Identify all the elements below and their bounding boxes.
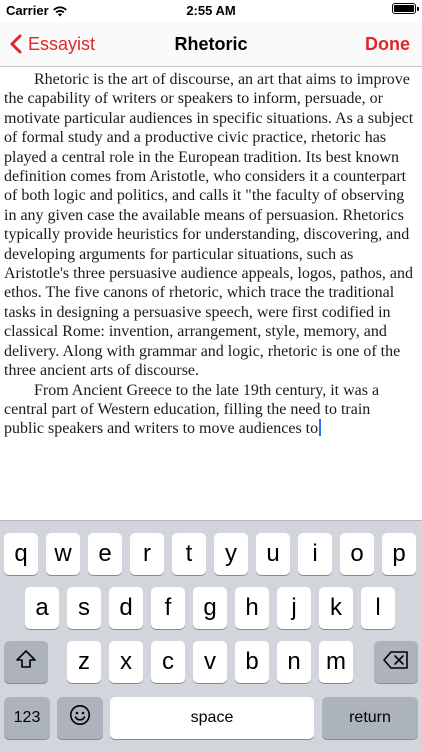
- numbers-key[interactable]: 123: [4, 697, 50, 739]
- space-key[interactable]: space: [110, 697, 314, 739]
- navigation-bar: [0, 22, 422, 67]
- battery-icon: [392, 3, 416, 14]
- keyboard: [0, 520, 422, 751]
- key-l[interactable]: l: [361, 587, 395, 629]
- key-y[interactable]: y: [214, 533, 248, 575]
- key-h[interactable]: h: [235, 587, 269, 629]
- key-q[interactable]: q: [4, 533, 38, 575]
- key-a[interactable]: a: [25, 587, 59, 629]
- key-g[interactable]: g: [193, 587, 227, 629]
- paragraph-2: [4, 381, 414, 439]
- key-o[interactable]: o: [340, 533, 374, 575]
- shift-key[interactable]: [4, 641, 48, 683]
- return-key[interactable]: return: [322, 697, 418, 739]
- key-k[interactable]: k: [319, 587, 353, 629]
- key-x[interactable]: x: [109, 641, 143, 683]
- key-u[interactable]: u: [256, 533, 290, 575]
- key-b[interactable]: b: [235, 641, 269, 683]
- key-w[interactable]: w: [46, 533, 80, 575]
- carrier-label: Carrier: [6, 3, 49, 18]
- key-z[interactable]: z: [67, 641, 101, 683]
- key-s[interactable]: s: [67, 587, 101, 629]
- key-d[interactable]: d: [109, 587, 143, 629]
- emoji-key[interactable]: [57, 697, 103, 739]
- key-f[interactable]: f: [151, 587, 185, 629]
- text-cursor: [319, 419, 321, 436]
- key-e[interactable]: e: [88, 533, 122, 575]
- emoji-icon: [69, 704, 91, 733]
- page-title: Rhetoric: [174, 33, 248, 54]
- key-p[interactable]: p: [382, 533, 416, 575]
- key-j[interactable]: j: [277, 587, 311, 629]
- essay-text-editor[interactable]: [4, 70, 414, 510]
- paragraph-1: Rhetoric is the art of discourse, an art that aims to improve the capability of writers or speakers to inform, persuade, or motivate particular audiences in specific situations. As a subject of formal study and a productive civic practice, rhetoric has played a central role in the European tradition. Its best known definition comes from Aristotle, who considers it a counterpart of both logic and politics, and calls it "the faculty of observing in any given case the available means of persuasion. Rhetorics typically provide heuristics for understanding, discovering, and developing arguments for particular situations, such as Aristotle's three persuasive audience appeals, logos, pathos, and ethos. The five canons of rhetoric, which trace the traditional tasks in designing a persuasive speech, were first codified in classical Rome: invention, arrangement, style, memory, and delivery. Along with grammar and logic, rhetoric is one of the three ancient arts of discourse.: [4, 71, 414, 380]
- key-n[interactable]: n: [277, 641, 311, 683]
- done-button[interactable]: Done: [365, 33, 410, 54]
- delete-key[interactable]: [374, 641, 418, 683]
- key-m[interactable]: m: [319, 641, 353, 683]
- status-time: 2:55 AM: [186, 3, 236, 18]
- delete-icon: [383, 648, 409, 676]
- key-i[interactable]: i: [298, 533, 332, 575]
- status-bar: [0, 0, 422, 22]
- status-right: [392, 3, 416, 14]
- key-v[interactable]: v: [193, 641, 227, 683]
- back-button-label: Essayist: [28, 33, 96, 54]
- shift-icon: [15, 648, 37, 676]
- key-r[interactable]: r: [130, 533, 164, 575]
- key-t[interactable]: t: [172, 533, 206, 575]
- paragraph-2-text: From Ancient Greece to the late 19th century, it was a central part of Western education, filling the need to train public speakers and writers to move audiences to: [4, 381, 380, 438]
- key-c[interactable]: c: [151, 641, 185, 683]
